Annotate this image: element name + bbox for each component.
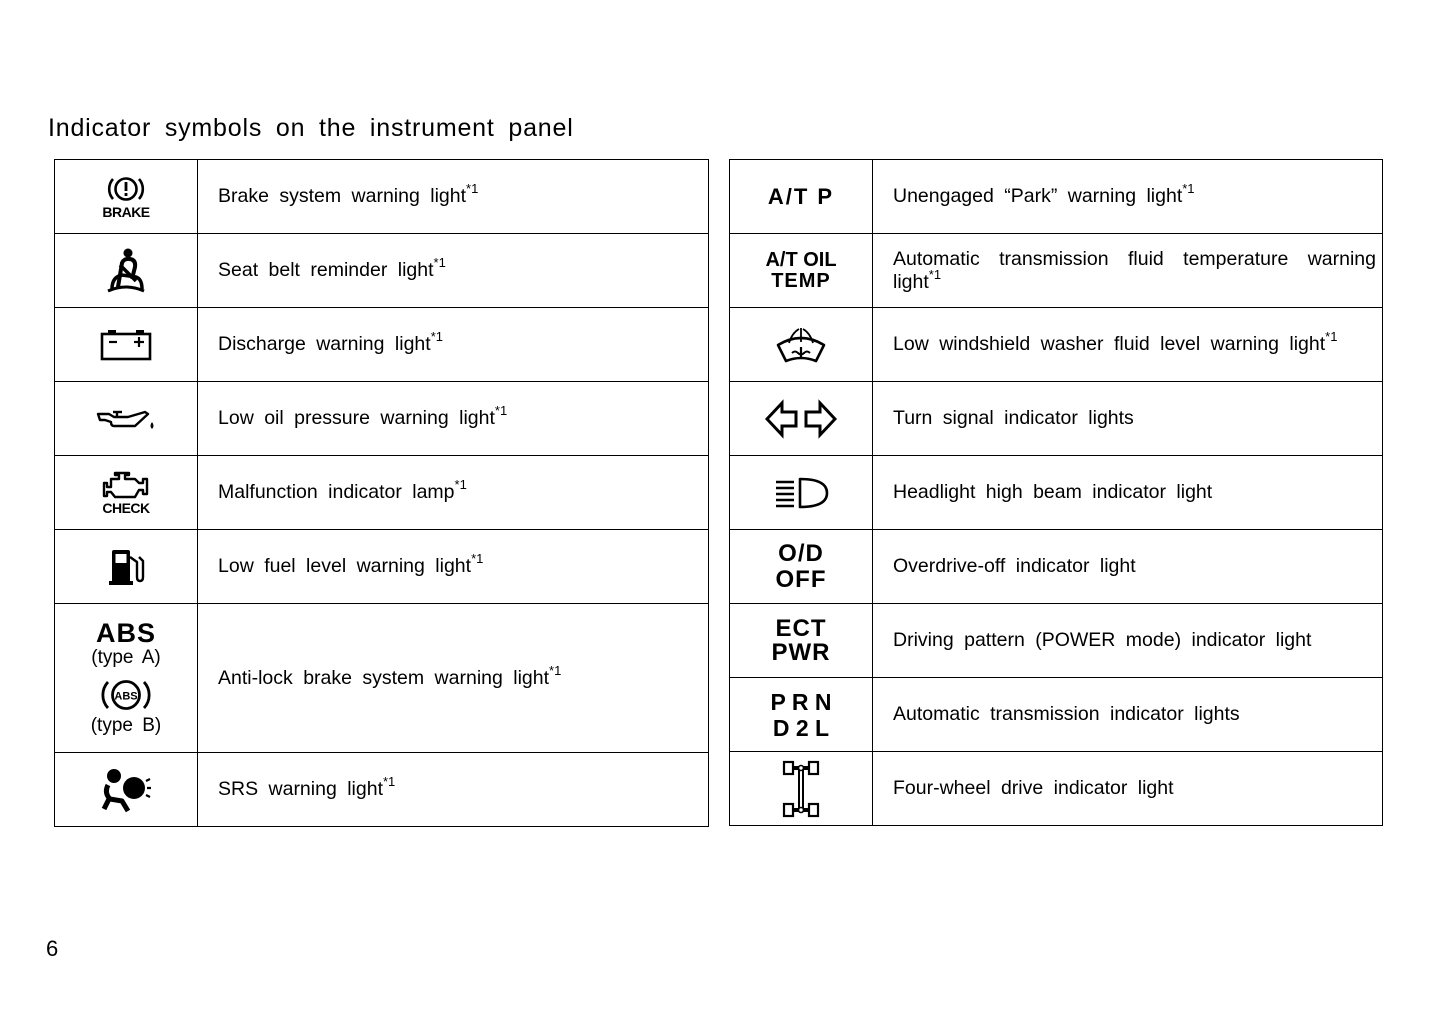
four-wheel-drive-icon <box>781 759 821 819</box>
symbol-cell <box>730 678 873 752</box>
table-row <box>730 234 1383 308</box>
description-cell <box>198 308 709 382</box>
footnote-mark: *1 <box>471 551 484 566</box>
description-cell <box>873 160 1383 234</box>
description-cell <box>198 382 709 456</box>
description-cell <box>873 308 1383 382</box>
symbol-cell <box>55 160 198 234</box>
symbol-cell <box>55 456 198 530</box>
d2l-symbol-line2: D 2 L <box>772 714 830 741</box>
symbol-cell <box>55 382 198 456</box>
prn-symbol-line1: P R N <box>770 688 832 715</box>
description-cell <box>198 160 709 234</box>
table-row <box>730 752 1383 826</box>
row-description: Unengaged “Park” warning light <box>893 185 1183 207</box>
row-description: Headlight high beam indicator light <box>893 481 1213 503</box>
row-description: Four-wheel drive indicator light <box>893 777 1174 799</box>
seat-belt-icon <box>102 247 150 295</box>
footnote-mark: *1 <box>466 181 479 196</box>
indicator-table-right <box>729 159 1383 826</box>
row-description: SRS warning light <box>218 778 383 800</box>
row-description: Low fuel level warning light <box>218 555 472 577</box>
description-cell <box>873 382 1383 456</box>
brake-warning-icon <box>106 174 146 204</box>
row-description: Brake system warning light <box>218 185 467 207</box>
abs-symbol-text: ABS <box>95 618 156 648</box>
symbol-cell <box>730 752 873 826</box>
table-row <box>55 530 709 604</box>
od-symbol-line2: OFF <box>775 565 827 593</box>
page-title: Indicator symbols on the instrument panel <box>48 114 574 142</box>
symbol-cell <box>55 530 198 604</box>
row-description: Automatic transmission fluid temperature warning light <box>893 247 1376 293</box>
symbol-cell <box>730 530 873 604</box>
table-row <box>55 604 709 753</box>
ect-symbol-line2: PWR <box>771 638 831 666</box>
od-symbol-line1: O/D <box>778 539 824 567</box>
engine-icon <box>101 470 151 500</box>
high-beam-icon <box>772 476 830 510</box>
abs-circle-icon <box>98 675 154 715</box>
table-row <box>55 234 709 308</box>
description-cell <box>873 456 1383 530</box>
check-icon-label: CHECK <box>102 499 150 516</box>
battery-icon <box>99 328 153 362</box>
symbol-cell <box>55 234 198 308</box>
symbol-cell <box>730 456 873 530</box>
ect-symbol-line1: ECT <box>775 614 827 642</box>
at-oil-symbol-line2: TEMP <box>771 269 831 292</box>
footnote-mark: *1 <box>454 477 467 492</box>
type-b-label: (type B) <box>90 715 162 736</box>
row-description: Seat belt reminder light <box>218 259 434 281</box>
page-number: 6 <box>46 936 59 961</box>
fuel-pump-icon <box>106 547 146 587</box>
table-row <box>730 382 1383 456</box>
footnote-mark: *1 <box>928 266 942 282</box>
oil-can-icon <box>95 404 157 434</box>
description-cell <box>873 234 1383 308</box>
table-row <box>730 604 1383 678</box>
at-oil-symbol-line1: A/T OIL <box>765 248 837 271</box>
symbol-cell <box>55 753 198 827</box>
description-cell <box>198 530 709 604</box>
table-row <box>730 160 1383 234</box>
table-row <box>55 160 709 234</box>
row-description: Low windshield washer fluid level warning light <box>893 333 1326 355</box>
row-description: Discharge warning light <box>218 333 431 355</box>
footnote-mark: *1 <box>494 403 508 418</box>
table-row <box>55 753 709 827</box>
type-a-label: (type A) <box>91 647 161 668</box>
table-row <box>730 308 1383 382</box>
row-description: Low oil pressure warning light <box>218 407 495 429</box>
symbol-cell <box>55 604 198 753</box>
table-row <box>730 456 1383 530</box>
brake-icon-label: BRAKE <box>102 203 150 220</box>
footnote-mark: *1 <box>430 329 443 344</box>
washer-fluid-icon <box>775 325 827 365</box>
table-row <box>55 308 709 382</box>
turn-signal-icon <box>765 399 837 439</box>
row-description: Driving pattern (POWER mode) indicator light <box>893 629 1312 651</box>
symbol-cell <box>730 160 873 234</box>
table-row <box>55 456 709 530</box>
row-description: Turn signal indicator lights <box>893 407 1134 429</box>
airbag-icon <box>100 767 152 813</box>
row-description: Overdrive-off indicator light <box>893 555 1136 577</box>
footnote-mark: *1 <box>1325 329 1338 344</box>
description-cell <box>873 604 1383 678</box>
row-description: Automatic transmission indicator lights <box>893 703 1240 725</box>
description-cell <box>873 530 1383 604</box>
abs-circle-text: ABS <box>114 690 138 703</box>
description-cell <box>198 456 709 530</box>
indicator-table-left <box>54 159 709 827</box>
table-row <box>55 382 709 456</box>
description-cell <box>198 753 709 827</box>
description-cell <box>873 752 1383 826</box>
description-cell <box>873 678 1383 752</box>
description-cell <box>198 604 709 753</box>
atp-symbol-text: A/T P <box>767 184 835 209</box>
footnote-mark: *1 <box>549 662 562 678</box>
symbol-cell <box>55 308 198 382</box>
description-cell <box>198 234 709 308</box>
symbol-cell <box>730 382 873 456</box>
symbol-cell <box>730 234 873 308</box>
footnote-mark: *1 <box>383 774 396 789</box>
row-description: Anti-lock brake system warning light <box>218 666 550 689</box>
footnote-mark: *1 <box>1182 181 1195 196</box>
symbol-cell <box>730 604 873 678</box>
row-description: Malfunction indicator lamp <box>218 481 455 503</box>
table-row <box>730 530 1383 604</box>
table-row <box>730 678 1383 752</box>
footnote-mark: *1 <box>433 255 446 270</box>
symbol-cell <box>730 308 873 382</box>
